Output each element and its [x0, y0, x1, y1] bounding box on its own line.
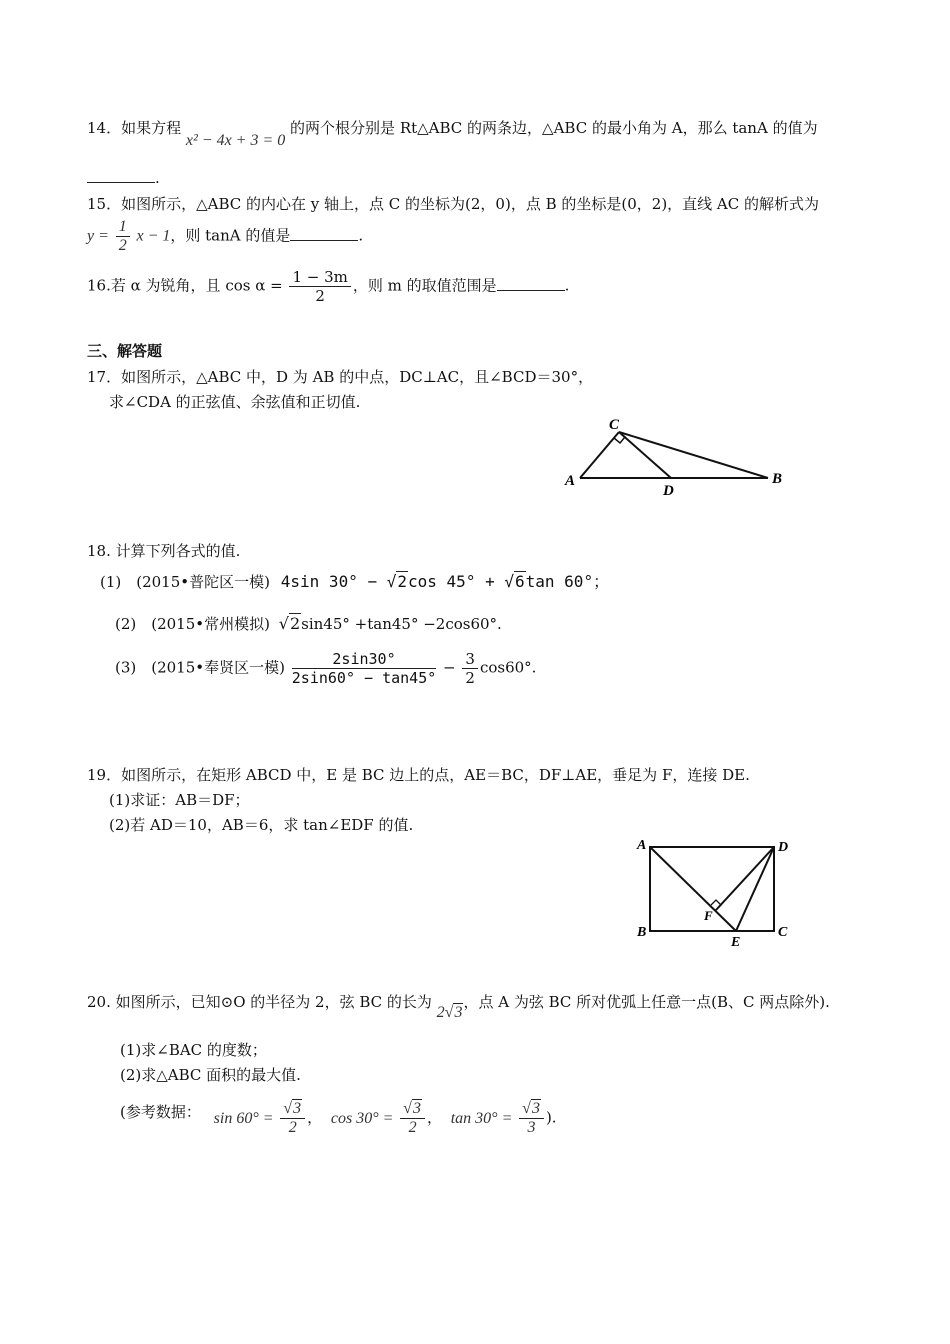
q14-answer-line: .	[87, 168, 160, 188]
q16-blank	[497, 276, 565, 291]
q14-prefix: 14．如果方程	[87, 119, 182, 137]
label-b: B	[637, 925, 647, 940]
q17-line1: 17．如图所示，△ABC 中，D 为 AB 的中点，DC⊥AC，且∠BCD＝30°，	[87, 368, 594, 386]
q16-fraction: $\frac{1 - 3m}{2}$	[289, 268, 350, 305]
q16-line: 16.若 α 为锐角，且 cos α = $\frac{1 - 3m}{2}$ ，则 m 的取值范围是 .	[87, 268, 570, 305]
q16-cos: cos α =	[225, 276, 283, 295]
segment-cb	[619, 432, 768, 478]
q20-line2: (1)求∠BAC 的度数；	[120, 1041, 267, 1059]
segment-df	[716, 847, 774, 910]
q19-rectangle-figure	[630, 835, 800, 950]
q20-line1: 20. 如图所示，已知⊙O 的半径为 2，弦 BC 的长为 2√3，点 A 为弦 BC 所对优弧上任意一点(B、C 两点除外).	[87, 993, 830, 1021]
q17-triangle-figure	[560, 410, 800, 500]
q20-line3: (2)求△ABC 面积的最大值.	[120, 1066, 301, 1084]
q18-part3: (3) (2015•奉贤区一模) $\frac{2\sin 30^\circ}{2\sin 60^\circ - \tan 45^\circ}$ − $\frac{3}{2}$ cos60°.	[115, 650, 537, 687]
q15-line2: y = $\frac{1}{2}$ x − 1，则 tanA 的值是 .	[87, 218, 364, 254]
label-a: A	[637, 838, 647, 853]
q19-line2: (1)求证：AB＝DF；	[109, 791, 250, 809]
label-c: C	[778, 925, 788, 940]
q14-suffix: 的两个根分别是 Rt△ABC 的两条边，△ABC 的最小角为 A，那么 tanA 的值为	[290, 119, 818, 137]
label-d: D	[778, 840, 789, 855]
q20-reference: (参考数据： sin 60° = $\frac{√3}{2}$ ， cos 30° = $\frac{√3}{2}$ ， tan 30° = $\frac{√3}{3}$ ).	[120, 1100, 557, 1136]
label-c: C	[609, 417, 620, 433]
label-d: D	[663, 483, 674, 499]
tan30-fraction: $\frac{√3}{3}$	[519, 1100, 544, 1137]
segment-de	[736, 847, 774, 931]
q19-line3: (2)若 AD＝10，AB＝6，求 tan∠EDF 的值.	[109, 816, 414, 834]
q15-line1: 15．如图所示，△ABC 的内心在 y 轴上，点 C 的坐标为(2，0)，点 B 的坐标是(0，2)，直线 AC 的解析式为	[87, 195, 820, 213]
q15-blank	[290, 226, 358, 241]
section-title: 三、解答题	[87, 342, 163, 360]
q18-part2: (2) (2015•常州模拟) √2sin45° +tan45° −2cos60°.	[115, 614, 502, 633]
label-f: F	[704, 908, 713, 923]
q18-big-fraction: $\frac{2\sin 30^\circ}{2\sin 60^\circ - \tan 45^\circ}$	[291, 650, 437, 687]
segment-cd	[619, 432, 671, 478]
q19-line1: 19．如图所示，在矩形 ABCD 中，E 是 BC 边上的点，AE＝BC，DF⊥AE，垂足为 F，连接 DE.	[87, 766, 750, 784]
q17-line2: 求∠CDA 的正弦值、余弦值和正切值.	[109, 393, 361, 411]
q18-small-fraction: $\frac{3}{2}$	[462, 650, 478, 687]
segment-ac	[580, 432, 619, 478]
label-e: E	[731, 935, 741, 950]
q14-equation: x² − 4x + 3 = 0	[185, 132, 286, 149]
q14-line	[87, 118, 818, 149]
q15-fraction: $\frac{1}{2}$	[116, 218, 130, 255]
q18-title: 18. 计算下列各式的值.	[87, 542, 241, 560]
label-b: B	[772, 471, 783, 487]
q14-blank	[87, 168, 155, 183]
sin60-fraction: $\frac{√3}{2}$	[280, 1100, 305, 1137]
cos30-fraction: $\frac{√3}{2}$	[400, 1100, 425, 1137]
label-a: A	[565, 473, 576, 489]
q18-part1: (1) (2015•普陀区一模) 4sin 30° − √2cos 45° + √6tan 60°；	[100, 572, 610, 591]
segment-ae	[650, 847, 736, 931]
